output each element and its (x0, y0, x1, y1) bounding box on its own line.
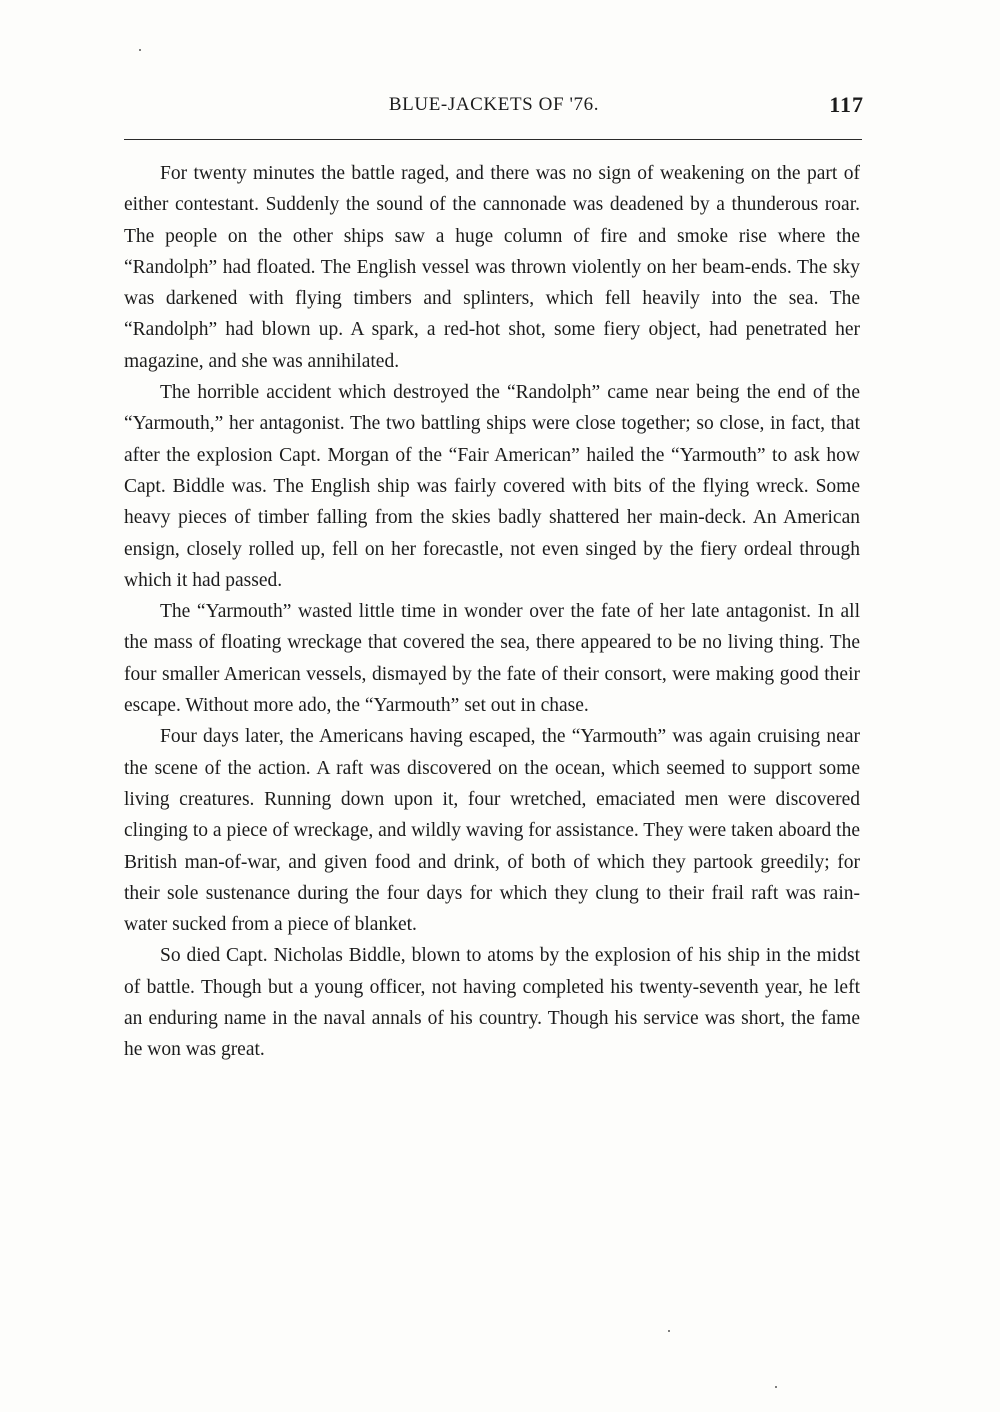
paragraph: So died Capt. Nicholas Biddle, blown to atoms by the explosion of his ship in the midst of battle. Though but a young officer, not having completed his twenty-seventh year, he left an enduring name in the naval annals of his country. Though his service was short, the fame he won was great. (124, 945, 860, 1061)
header-rule (124, 139, 862, 140)
paragraph: For twenty minutes the battle raged, and there was no sign of weakening on the part of either contestant. Suddenly the sound of the cannonade was deadened by a thunderous roar. The people on the other ships saw a huge column of fire and smoke rise where the “Randolph” had floated. The English vessel was thrown violently on her beam-ends. The sky was darkened with flying timbers and splinters, which fell heavily into the sea. The “Randolph” had blown up. A spark, a red-hot shot, some fiery object, had penetrated her magazine, and she was annihilated. (124, 163, 860, 372)
body-text (124, 158, 860, 1066)
page-header (124, 92, 864, 122)
page-number: 117 (829, 92, 864, 117)
running-title: BLUE-JACKETS OF '76. (388, 94, 600, 115)
paragraph: The “Yarmouth” wasted little time in wonder over the fate of her late antagonist. In all the mass of floating wreckage that covered the sea, there appeared to be no living thing. The four smaller American vessels, dismayed by the fate of their consort, were making good their escape. Without more ado, the “Yarmouth” set out in chase. (124, 601, 860, 717)
paragraph: Four days later, the Americans having escaped, the “Yarmouth” was again cruising near the scene of the action. A raft was discovered on the ocean, which seemed to support some living creatures. Running down upon it, four wretched, emaciated men were discovered clinging to a piece of wreckage, and wildly waving for assistance. They were taken aboard the British man-of-war, and given food and drink, of both of which they partook greedily; for their sole sustenance during the four days for which they clung to their frail raft was rain-water sucked from a piece of blanket. (124, 726, 860, 936)
paper-speck (139, 49, 141, 51)
paragraph: The horrible accident which destroyed the “Randolph” came near being the end of the “Yarmouth,” her antagonist. The two battling ships were close together; so close, in fact, that after the explosion Capt. Morgan of the “Fair American” hailed the “Yarmouth” to ask how Capt. Biddle was. The English ship was fairly covered with bits of the flying wreck. Some heavy pieces of timber falling from the skies badly shattered her main-deck. An American ensign, closely rolled up, fell on her forecastle, not even singed by the fiery ordeal through which it had passed. (124, 382, 860, 591)
paper-speck (775, 1386, 777, 1388)
paper-speck (668, 1330, 670, 1332)
